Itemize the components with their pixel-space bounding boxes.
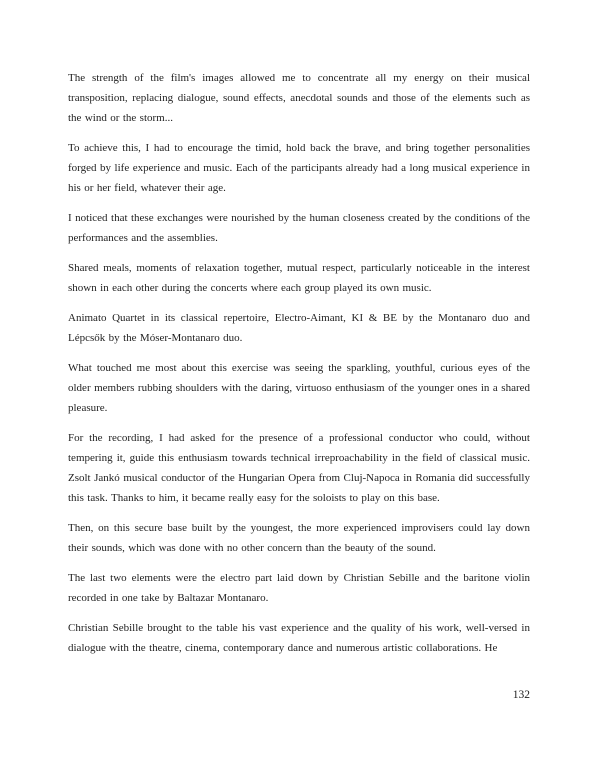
page-body xyxy=(68,68,530,668)
paragraph-3: I noticed that these exchanges were nourished by the human closeness created by the conditions of the performances and the assemblies. xyxy=(68,212,530,244)
paragraph-10: Christian Sebille brought to the table his vast experience and the quality of his work, well-versed in dialogue with the theatre, cinema, contemporary dance and numerous artistic collaborations. He xyxy=(68,622,530,654)
paragraph-4: Shared meals, moments of relaxation together, mutual respect, particularly noticeable in the interest shown in each other during the concerts where each group played its own music. xyxy=(68,262,530,294)
paragraph-9: The last two elements were the electro part laid down by Christian Sebille and the baritone violin recorded in one take by Baltazar Montanaro. xyxy=(68,572,530,604)
page-number: 132 xyxy=(512,689,530,701)
paragraph-6: What touched me most about this exercise was seeing the sparkling, youthful, curious eyes of the older members rubbing shoulders with the daring, virtuoso enthusiasm of the younger ones in a shared pleasure. xyxy=(68,362,530,414)
paragraph-1: The strength of the film's images allowed me to concentrate all my energy on their musical transposition, replacing dialogue, sound effects, anecdotal sounds and those of the elements such as the wind or the storm... xyxy=(68,72,530,124)
paragraph-2: To achieve this, I had to encourage the timid, hold back the brave, and bring together personalities forged by life experience and music. Each of the participants already had a long musical experience in his or her field, whatever their age. xyxy=(68,142,530,194)
paragraph-8: Then, on this secure base built by the youngest, the more experienced improvisers could lay down their sounds, which was done with no other concern than the beauty of the sound. xyxy=(68,522,530,554)
paragraph-7: For the recording, I had asked for the presence of a professional conductor who could, without tempering it, guide this enthusiasm towards technical irreproachability in the field of classical music. Zsolt Jankó musical conductor of the Hungarian Opera from Cluj-Napoca in Romania did successfully this task. Thanks to him, it became really easy for the soloists to play on this base. xyxy=(68,432,530,504)
paragraph-5: Animato Quartet in its classical repertoire, Electro-Aimant, KI & BE by the Montanaro duo and Lépcsők by the Móser-Montanaro duo. xyxy=(68,312,530,344)
